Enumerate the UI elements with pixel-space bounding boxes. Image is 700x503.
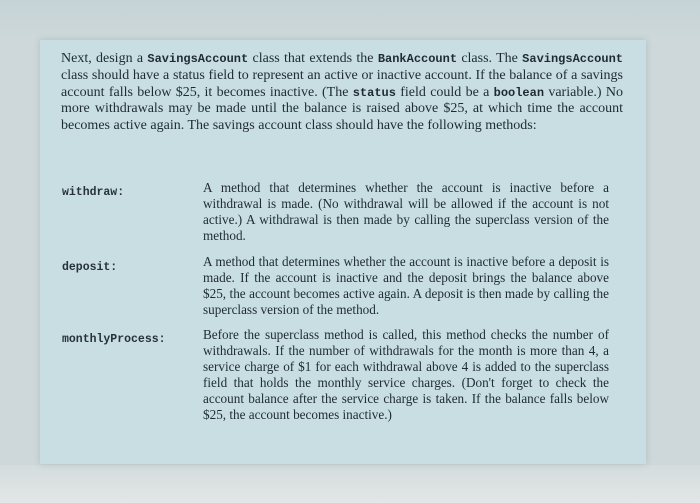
class-name-savingsaccount: SavingsAccount — [147, 52, 249, 66]
intro-text-1: Next, design a — [61, 51, 148, 66]
type-name-boolean: boolean — [493, 85, 545, 100]
intro-text-4: class should have a status field to represent an active or inactive account. If the balance of a savings account falls below $25, it becomes inactive. (The — [61, 67, 623, 100]
background-bottom — [0, 465, 700, 503]
intro-text-6: variable.) No more withdrawals may be made until the balance is raised above $25, at which time the account becomes active again. The savings account class should have the following methods: — [61, 84, 623, 134]
method-description-withdraw: A method that determines whether the account is inactive before a withdrawal is made. (No withdrawal will be allowed if the account is not active.) A withdrawal is then made by calling the superclass version of the method. — [203, 180, 609, 243]
class-name-savingsaccount-2: SavingsAccount — [522, 52, 623, 66]
method-description-deposit: A method that determines whether the account is inactive before a deposit is made. If the account is inactive and the deposit brings the balance above $25, the account becomes active again. A deposit is then made by calling the superclass version of the method. — [203, 254, 609, 317]
method-description-monthlyprocess: Before the superclass method is called, this method checks the number of withdrawals. If the number of withdrawals for the month is more than 4, a service charge of $1 for each withdrawal above 4 is added to the superclass field that holds the monthly service charges. (Don't forget to check the account balance after the service charge is taken. If the balance falls below $25, the account becomes inactive.) — [203, 327, 609, 422]
method-name-deposit: deposit: — [62, 261, 118, 274]
intro-text-2: class that extends the — [248, 51, 378, 66]
intro-paragraph — [61, 51, 623, 135]
method-name-monthlyprocess: monthlyProcess: — [62, 333, 166, 346]
intro-text-5: field could be a — [395, 84, 494, 100]
background-top — [0, 0, 700, 40]
textbook-page — [40, 40, 646, 464]
field-name-status: status — [352, 85, 396, 100]
class-name-bankaccount: BankAccount — [377, 52, 458, 66]
intro-text-3: class. The — [457, 51, 523, 66]
method-name-withdraw: withdraw: — [62, 186, 125, 199]
